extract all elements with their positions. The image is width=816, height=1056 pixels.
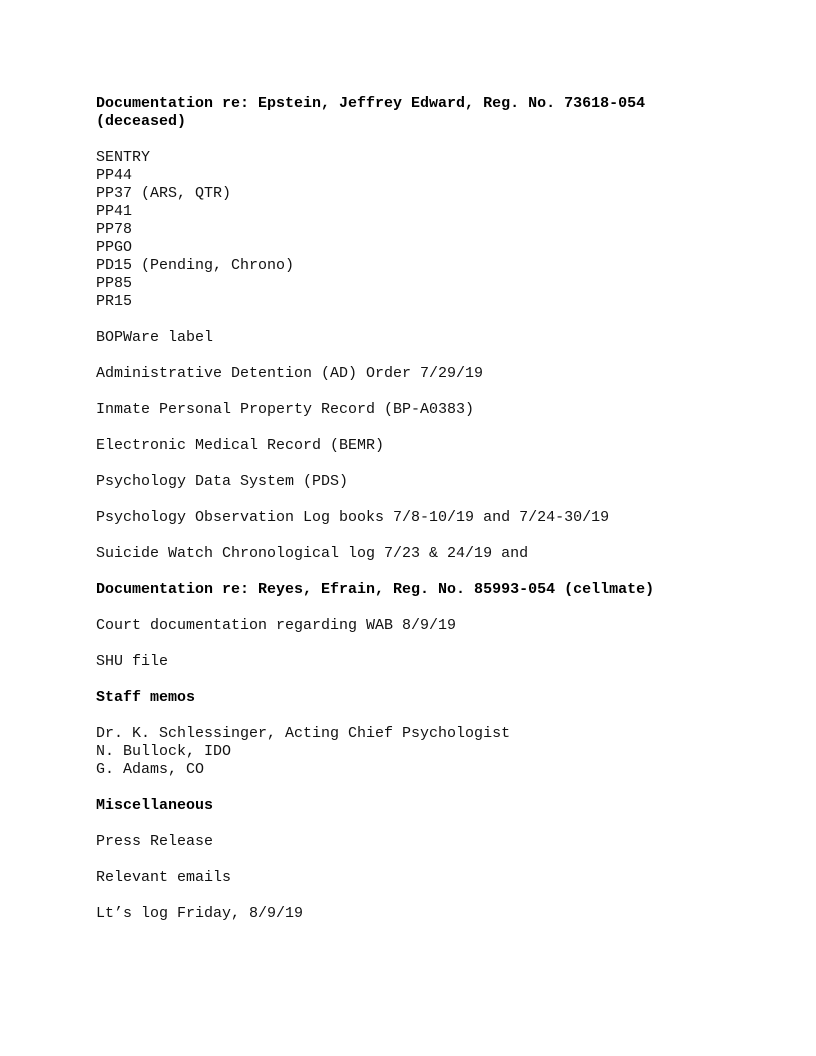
list-item: Lt’s log Friday, 8/9/19 [96,905,304,922]
list-item: G. Adams, CO [96,761,205,778]
spacer [96,455,736,473]
spacer [96,491,736,509]
spacer [96,311,736,329]
list-item: Press Release [96,833,214,850]
list-item: Electronic Medical Record (BEMR) [96,437,385,454]
document-page [96,95,736,923]
list-item: SHU file [96,653,169,670]
section-heading-epstein-line1: Documentation re: Epstein, Jeffrey Edward, Reg. No. 73618-054 [96,95,646,112]
list-item: Dr. K. Schlessinger, Acting Chief Psychologist [96,725,511,742]
spacer [96,707,736,725]
spacer [96,815,736,833]
sentry-item: PP41 [96,203,133,220]
sentry-item: SENTRY [96,149,151,166]
sentry-item: PP85 [96,275,133,292]
section-heading-miscellaneous: Miscellaneous [96,797,214,814]
spacer [96,563,736,581]
spacer [96,131,736,149]
list-item: Suicide Watch Chronological log 7/23 & 24/19 and [96,545,529,562]
sentry-item: PP44 [96,167,133,184]
spacer [96,635,736,653]
list-item: Psychology Data System (PDS) [96,473,349,490]
sentry-item: PPGO [96,239,133,256]
spacer [96,851,736,869]
sentry-item: PD15 (Pending, Chrono) [96,257,295,274]
sentry-item: PP78 [96,221,133,238]
list-item: BOPWare label [96,329,214,346]
spacer [96,347,736,365]
spacer [96,671,736,689]
list-item: Court documentation regarding WAB 8/9/19 [96,617,457,634]
list-item: Administrative Detention (AD) Order 7/29/19 [96,365,484,382]
list-item: Relevant emails [96,869,232,886]
list-item: Psychology Observation Log books 7/8-10/19 and 7/24-30/19 [96,509,610,526]
spacer [96,527,736,545]
sentry-item: PR15 [96,293,133,310]
list-item: N. Bullock, IDO [96,743,232,760]
spacer [96,887,736,905]
spacer [96,383,736,401]
spacer [96,599,736,617]
list-item: Inmate Personal Property Record (BP-A0383) [96,401,475,418]
section-heading-reyes: Documentation re: Reyes, Efrain, Reg. No. 85993-054 (cellmate) [96,581,655,598]
section-heading-epstein-line2: (deceased) [96,113,187,130]
section-heading-staff-memos: Staff memos [96,689,196,706]
spacer [96,779,736,797]
sentry-item: PP37 (ARS, QTR) [96,185,232,202]
spacer [96,419,736,437]
